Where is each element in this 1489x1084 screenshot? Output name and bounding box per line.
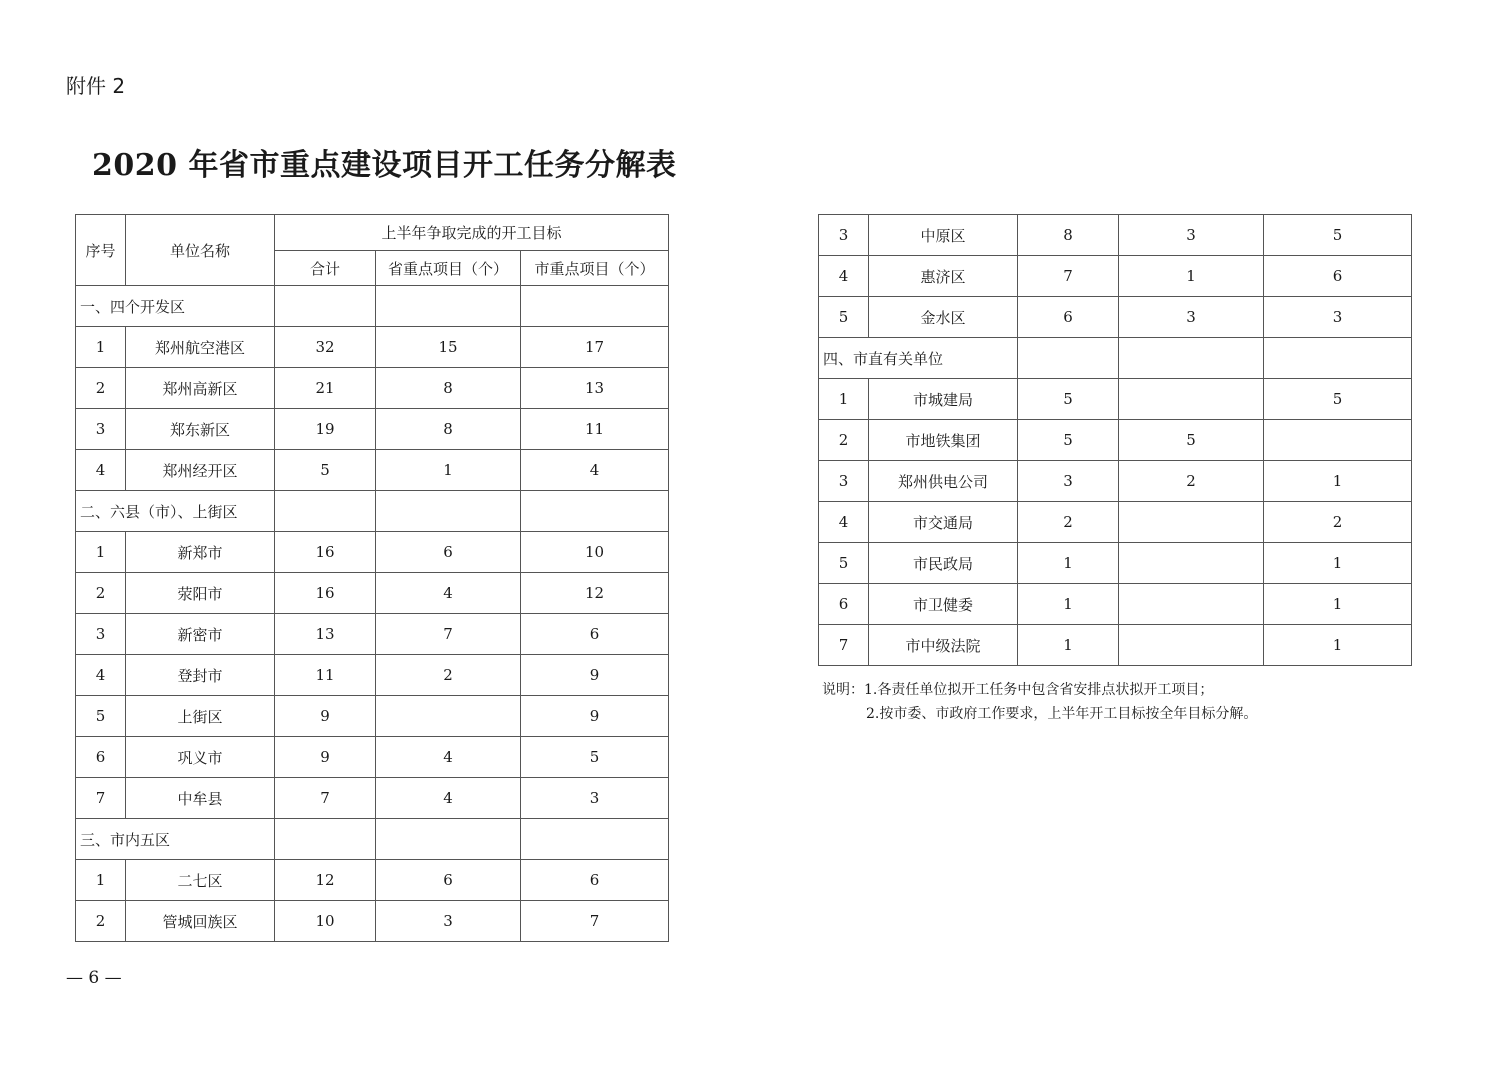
- empty-cell: [521, 491, 669, 532]
- city-count-cell: 1: [1264, 625, 1412, 666]
- province-count-cell: [1119, 543, 1264, 584]
- table-row: [819, 256, 1412, 297]
- table-row: [819, 379, 1412, 420]
- seq-cell: 2: [76, 901, 126, 942]
- task-table-left: [75, 214, 669, 942]
- unit-name-cell: 郑州高新区: [126, 368, 275, 409]
- province-count-cell: 8: [376, 368, 521, 409]
- total-cell: 10: [275, 901, 376, 942]
- city-count-cell: 2: [1264, 502, 1412, 543]
- province-count-cell: 4: [376, 778, 521, 819]
- city-count-cell: 6: [521, 614, 669, 655]
- province-count-cell: 2: [376, 655, 521, 696]
- empty-cell: [376, 491, 521, 532]
- city-count-cell: 5: [1264, 215, 1412, 256]
- city-count-cell: [1264, 420, 1412, 461]
- seq-cell: 5: [819, 543, 869, 584]
- seq-cell: 3: [76, 409, 126, 450]
- section-title: 三、市内五区: [76, 819, 275, 860]
- seq-cell: 7: [819, 625, 869, 666]
- total-cell: 2: [1018, 502, 1119, 543]
- table-row: [76, 573, 669, 614]
- table-body-right: [819, 215, 1412, 666]
- unit-name-cell: 市民政局: [869, 543, 1018, 584]
- city-count-cell: 7: [521, 901, 669, 942]
- table-row: [76, 778, 669, 819]
- seq-cell: 6: [819, 584, 869, 625]
- empty-cell: [1018, 338, 1119, 379]
- seq-cell: 4: [76, 655, 126, 696]
- province-count-cell: 15: [376, 327, 521, 368]
- total-cell: 3: [1018, 461, 1119, 502]
- empty-cell: [275, 819, 376, 860]
- total-cell: 5: [1018, 420, 1119, 461]
- table-row: [76, 737, 669, 778]
- province-count-cell: 4: [376, 737, 521, 778]
- table-row: [76, 532, 669, 573]
- empty-cell: [521, 286, 669, 327]
- city-count-cell: 17: [521, 327, 669, 368]
- section-title: 二、六县（市）、上街区: [76, 491, 275, 532]
- seq-cell: 2: [76, 573, 126, 614]
- unit-name-cell: 郑东新区: [126, 409, 275, 450]
- unit-name-cell: 二七区: [126, 860, 275, 901]
- total-cell: 9: [275, 737, 376, 778]
- unit-name-cell: 市城建局: [869, 379, 1018, 420]
- table-header: [76, 215, 669, 286]
- table-row: [76, 655, 669, 696]
- seq-cell: 5: [819, 297, 869, 338]
- city-count-cell: 6: [521, 860, 669, 901]
- total-cell: 12: [275, 860, 376, 901]
- section-row: [76, 286, 669, 327]
- seq-cell: 4: [819, 502, 869, 543]
- unit-name-cell: 中牟县: [126, 778, 275, 819]
- total-cell: 8: [1018, 215, 1119, 256]
- table-row: [76, 450, 669, 491]
- unit-name-cell: 巩义市: [126, 737, 275, 778]
- note-line-1: 说明：1.各责任单位拟开工任务中包含省安排点状拟开工项目；: [822, 682, 1214, 698]
- table-body-left: [76, 286, 669, 942]
- unit-name-cell: 市中级法院: [869, 625, 1018, 666]
- total-cell: 7: [275, 778, 376, 819]
- province-count-cell: 6: [376, 532, 521, 573]
- province-count-cell: 3: [376, 901, 521, 942]
- page-number: — 6 —: [66, 968, 122, 988]
- seq-cell: 1: [76, 532, 126, 573]
- unit-name-cell: 郑州供电公司: [869, 461, 1018, 502]
- city-count-cell: 4: [521, 450, 669, 491]
- seq-cell: 1: [76, 860, 126, 901]
- total-cell: 1: [1018, 625, 1119, 666]
- seq-cell: 2: [819, 420, 869, 461]
- total-cell: 1: [1018, 543, 1119, 584]
- unit-name-cell: 市交通局: [869, 502, 1018, 543]
- table-row: [819, 420, 1412, 461]
- unit-name-cell: 荥阳市: [126, 573, 275, 614]
- total-cell: 7: [1018, 256, 1119, 297]
- province-count-cell: 1: [1119, 256, 1264, 297]
- note-line-2: 2.按市委、市政府工作要求，上半年开工目标按全年目标分解。: [866, 706, 1258, 722]
- table-row: [76, 368, 669, 409]
- total-cell: 21: [275, 368, 376, 409]
- province-count-cell: [1119, 625, 1264, 666]
- section-row: [76, 491, 669, 532]
- total-cell: 11: [275, 655, 376, 696]
- unit-name-cell: 中原区: [869, 215, 1018, 256]
- total-cell: 32: [275, 327, 376, 368]
- total-cell: 16: [275, 573, 376, 614]
- city-count-cell: 1: [1264, 584, 1412, 625]
- city-count-cell: 5: [1264, 379, 1412, 420]
- table-row: [819, 625, 1412, 666]
- table-row: [819, 543, 1412, 584]
- table-row: [76, 614, 669, 655]
- section-title: 四、市直有关单位: [819, 338, 1018, 379]
- province-count-cell: 5: [1119, 420, 1264, 461]
- empty-cell: [376, 286, 521, 327]
- city-count-cell: 13: [521, 368, 669, 409]
- unit-name-cell: 管城回族区: [126, 901, 275, 942]
- city-count-cell: 9: [521, 655, 669, 696]
- empty-cell: [1119, 338, 1264, 379]
- table-row: [819, 297, 1412, 338]
- unit-name-cell: 上街区: [126, 696, 275, 737]
- total-cell: 1: [1018, 584, 1119, 625]
- city-count-cell: 3: [1264, 297, 1412, 338]
- empty-cell: [521, 819, 669, 860]
- unit-name-cell: 市地铁集团: [869, 420, 1018, 461]
- city-count-cell: 12: [521, 573, 669, 614]
- page-title: 2020 年省市重点建设项目开工任务分解表: [92, 148, 677, 183]
- section-row: [819, 338, 1412, 379]
- table-row: [819, 584, 1412, 625]
- header-city-projects: 市重点项目（个）: [521, 251, 669, 286]
- unit-name-cell: 市卫健委: [869, 584, 1018, 625]
- province-count-cell: [376, 696, 521, 737]
- task-table-right: [818, 214, 1412, 666]
- seq-cell: 6: [76, 737, 126, 778]
- province-count-cell: [1119, 379, 1264, 420]
- empty-cell: [376, 819, 521, 860]
- table-row: [819, 461, 1412, 502]
- city-count-cell: 6: [1264, 256, 1412, 297]
- header-unit-name: 单位名称: [126, 215, 275, 286]
- province-count-cell: 6: [376, 860, 521, 901]
- unit-name-cell: 郑州经开区: [126, 450, 275, 491]
- province-count-cell: 3: [1119, 215, 1264, 256]
- province-count-cell: 3: [1119, 297, 1264, 338]
- empty-cell: [275, 286, 376, 327]
- header-target-group: 上半年争取完成的开工目标: [275, 215, 669, 251]
- empty-cell: [1264, 338, 1412, 379]
- table-row: [76, 327, 669, 368]
- table-row: [819, 502, 1412, 543]
- unit-name-cell: 郑州航空港区: [126, 327, 275, 368]
- seq-cell: 3: [819, 215, 869, 256]
- section-title: 一、四个开发区: [76, 286, 275, 327]
- attachment-label: 附件 2: [66, 74, 126, 98]
- province-count-cell: 7: [376, 614, 521, 655]
- province-count-cell: 8: [376, 409, 521, 450]
- province-count-cell: 1: [376, 450, 521, 491]
- unit-name-cell: 登封市: [126, 655, 275, 696]
- seq-cell: 7: [76, 778, 126, 819]
- seq-cell: 1: [819, 379, 869, 420]
- city-count-cell: 1: [1264, 461, 1412, 502]
- city-count-cell: 3: [521, 778, 669, 819]
- unit-name-cell: 金水区: [869, 297, 1018, 338]
- total-cell: 9: [275, 696, 376, 737]
- unit-name-cell: 惠济区: [869, 256, 1018, 297]
- header-province-projects: 省重点项目（个）: [376, 251, 521, 286]
- header-total: 合计: [275, 251, 376, 286]
- table-notes: [822, 678, 1257, 726]
- total-cell: 19: [275, 409, 376, 450]
- total-cell: 6: [1018, 297, 1119, 338]
- table-row: [76, 901, 669, 942]
- total-cell: 5: [275, 450, 376, 491]
- total-cell: 5: [1018, 379, 1119, 420]
- header-seq: 序号: [76, 215, 126, 286]
- seq-cell: 4: [76, 450, 126, 491]
- province-count-cell: 4: [376, 573, 521, 614]
- province-count-cell: [1119, 502, 1264, 543]
- city-count-cell: 1: [1264, 543, 1412, 584]
- city-count-cell: 9: [521, 696, 669, 737]
- seq-cell: 2: [76, 368, 126, 409]
- total-cell: 13: [275, 614, 376, 655]
- table-row: [76, 860, 669, 901]
- unit-name-cell: 新郑市: [126, 532, 275, 573]
- table-row: [819, 215, 1412, 256]
- city-count-cell: 5: [521, 737, 669, 778]
- table-row: [76, 409, 669, 450]
- table-row: [76, 696, 669, 737]
- unit-name-cell: 新密市: [126, 614, 275, 655]
- seq-cell: 5: [76, 696, 126, 737]
- city-count-cell: 11: [521, 409, 669, 450]
- province-count-cell: 2: [1119, 461, 1264, 502]
- seq-cell: 3: [819, 461, 869, 502]
- total-cell: 16: [275, 532, 376, 573]
- section-row: [76, 819, 669, 860]
- empty-cell: [275, 491, 376, 532]
- seq-cell: 4: [819, 256, 869, 297]
- city-count-cell: 10: [521, 532, 669, 573]
- seq-cell: 3: [76, 614, 126, 655]
- seq-cell: 1: [76, 327, 126, 368]
- province-count-cell: [1119, 584, 1264, 625]
